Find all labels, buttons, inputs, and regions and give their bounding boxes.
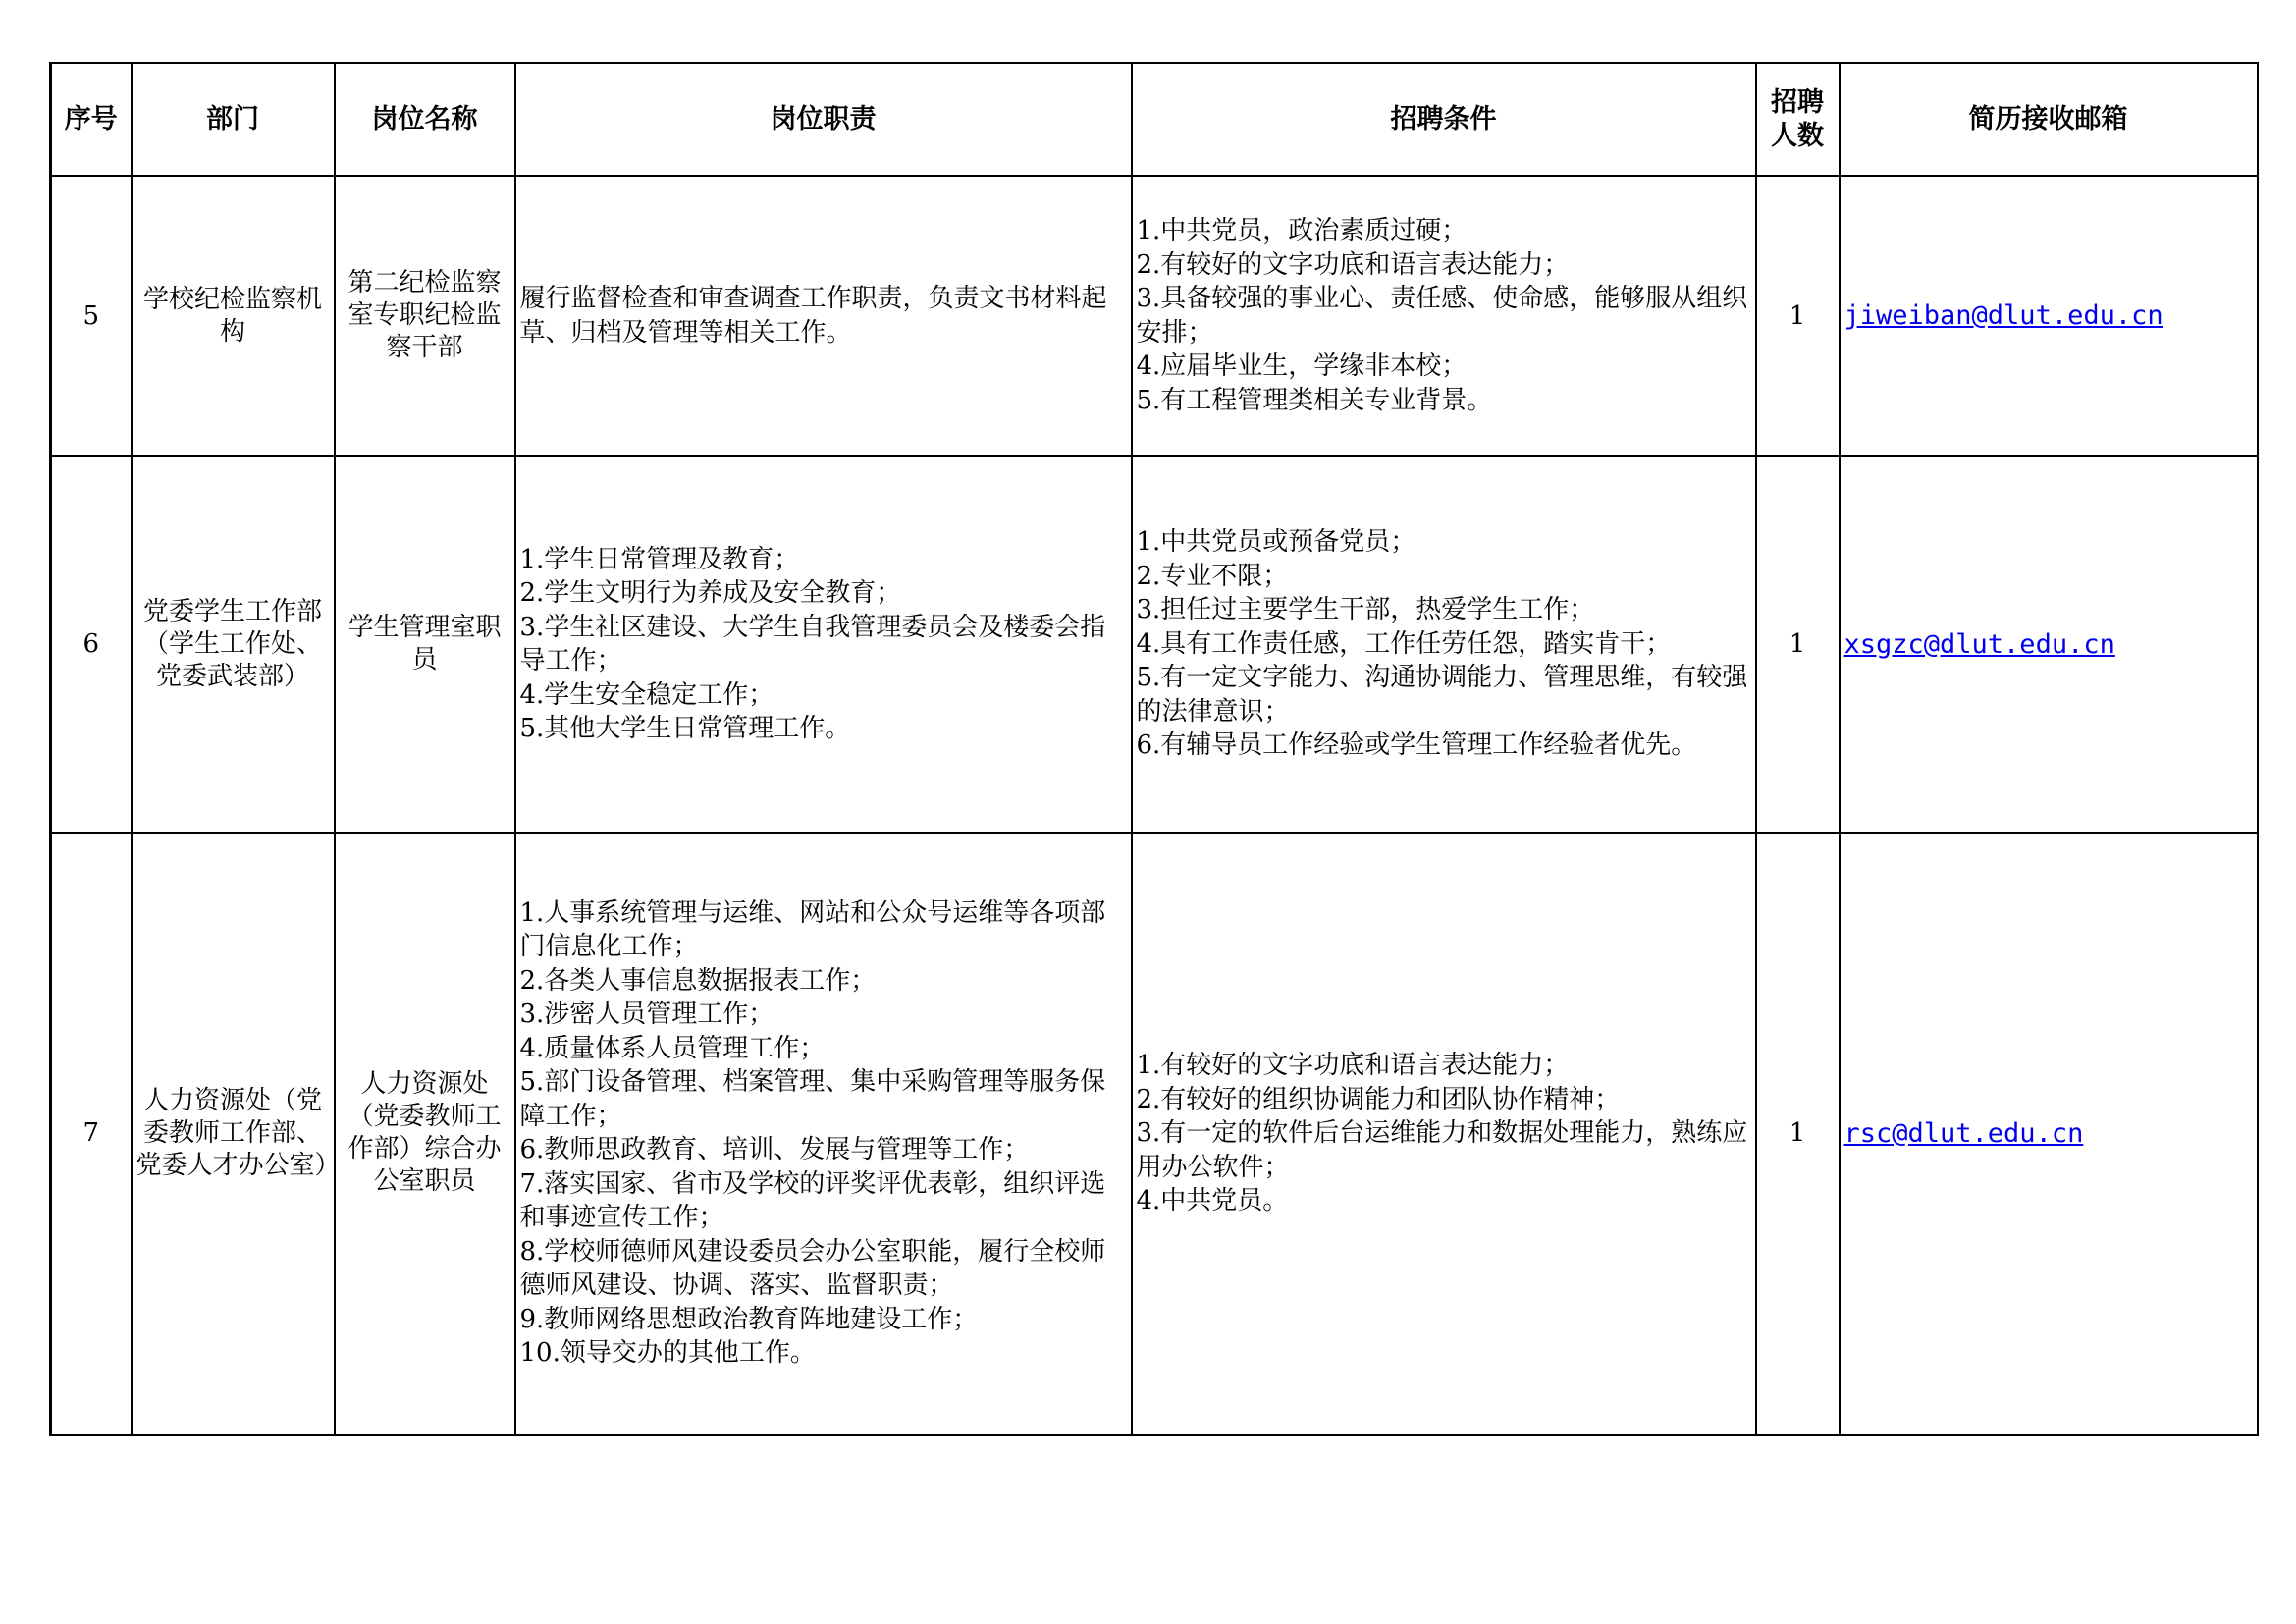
row-duties xyxy=(515,833,1132,1435)
requirement-line: 5.有一定文字能力、沟通协调能力、管理思维，有较强的法律意识； xyxy=(1136,663,1748,727)
requirement-line: 2.有较好的文字功底和语言表达能力； xyxy=(1136,249,1570,280)
duty-line: 5.其他大学生日常管理工作。 xyxy=(519,714,851,743)
requirement-line: 6.有辅导员工作经验或学生管理工作经验者优先。 xyxy=(1136,731,1697,761)
duty-line: 4.质量体系人员管理工作； xyxy=(519,1033,826,1063)
duty-line: 9.教师网络思想政治教育阵地建设工作； xyxy=(519,1304,979,1334)
requirement-line: 1.有较好的文字功底和语言表达能力； xyxy=(1136,1051,1570,1080)
requirement-line: 1.中共党员，政治素质过硬； xyxy=(1136,216,1468,245)
table-row xyxy=(51,176,2258,456)
requirement-line: 4.具有工作责任感，工作任劳任怨，踏实肯干； xyxy=(1136,628,1672,659)
table-row xyxy=(51,456,2258,833)
requirement-line: 2.有较好的组织协调能力和团队协作精神； xyxy=(1136,1084,1621,1114)
row-seq: 7 xyxy=(51,833,132,1435)
row-position: 人力资源处（党委教师工作部）综合办公室职员 xyxy=(335,833,515,1435)
duty-line: 3.学生社区建设、大学生自我管理委员会及楼委会指导工作； xyxy=(519,612,1106,676)
requirement-line: 4.应届毕业生，学缘非本校； xyxy=(1136,352,1468,381)
email-link[interactable]: xsgzc@dlut.edu.cn xyxy=(1843,628,2115,660)
header-row xyxy=(51,63,2258,176)
duty-line: 1.人事系统管理与运维、网站和公众号运维等各项部门信息化工作； xyxy=(519,897,1106,962)
row-email-cell xyxy=(1840,456,2258,833)
header-duties: 岗位职责 xyxy=(515,63,1132,176)
header-count xyxy=(1756,63,1840,176)
row-dept: 党委学生工作部（学生工作处、党委武装部） xyxy=(132,456,335,833)
duty-line: 1.学生日常管理及教育； xyxy=(519,544,800,574)
header-position: 岗位名称 xyxy=(335,63,515,176)
recruitment-table xyxy=(49,62,2259,1436)
row-duties xyxy=(515,456,1132,833)
header-requirements: 招聘条件 xyxy=(1132,63,1756,176)
duty-line: 5.部门设备管理、档案管理、集中采购管理等服务保障工作； xyxy=(519,1067,1106,1131)
duty-line: 7.落实国家、省市及学校的评奖评优表彰，组织评选和事迹宣传工作； xyxy=(519,1168,1106,1233)
row-email-cell xyxy=(1840,176,2258,456)
duty-line: 2.学生文明行为养成及安全教育； xyxy=(519,578,902,608)
duty-line: 6.教师思政教育、培训、发展与管理等工作； xyxy=(519,1135,1030,1165)
header-count-line2: 人数 xyxy=(1771,120,1824,151)
row-dept: 学校纪检监察机构 xyxy=(132,176,335,456)
row-requirements xyxy=(1132,833,1756,1435)
header-count-line1: 招聘 xyxy=(1771,86,1824,118)
email-link[interactable]: rsc@dlut.edu.cn xyxy=(1843,1117,2084,1149)
requirement-line: 3.担任过主要学生干部，热爱学生工作； xyxy=(1136,595,1595,625)
row-count: 1 xyxy=(1756,833,1840,1435)
row-email-cell xyxy=(1840,833,2258,1435)
row-count: 1 xyxy=(1756,176,1840,456)
requirement-line: 1.中共党员或预备党员； xyxy=(1136,527,1416,558)
email-link[interactable]: jiweiban@dlut.edu.cn xyxy=(1843,300,2163,331)
requirement-line: 2.专业不限； xyxy=(1136,561,1289,591)
header-email: 简历接收邮箱 xyxy=(1840,63,2258,176)
row-seq: 5 xyxy=(51,176,132,456)
header-seq: 序号 xyxy=(51,63,132,176)
duty-line: 4.学生安全稳定工作； xyxy=(519,679,774,710)
row-position: 第二纪检监察室专职纪检监察干部 xyxy=(335,176,515,456)
row-count: 1 xyxy=(1756,456,1840,833)
requirement-line: 3.有一定的软件后台运维能力和数据处理能力，熟练应用办公软件； xyxy=(1136,1118,1748,1182)
duty-line: 8.学校师德师风建设委员会办公室职能，履行全校师德师风建设、协调、落实、监督职责； xyxy=(519,1236,1106,1301)
duty-line: 履行监督检查和审查调查工作职责，负责文书材料起草、归档及管理等相关工作。 xyxy=(519,284,1107,348)
duty-line: 2.各类人事信息数据报表工作； xyxy=(519,965,877,996)
row-requirements xyxy=(1132,456,1756,833)
row-seq: 6 xyxy=(51,456,132,833)
duty-line: 3.涉密人员管理工作； xyxy=(519,1000,774,1030)
header-dept: 部门 xyxy=(132,63,335,176)
row-duties xyxy=(515,176,1132,456)
requirement-line: 5.有工程管理类相关专业背景。 xyxy=(1136,385,1493,415)
row-requirements xyxy=(1132,176,1756,456)
requirement-line: 4.中共党员。 xyxy=(1136,1186,1289,1216)
duty-line: 10.领导交办的其他工作。 xyxy=(519,1338,816,1369)
requirement-line: 3.具备较强的事业心、责任感、使命感，能够服从组织安排； xyxy=(1136,284,1748,348)
row-dept: 人力资源处（党委教师工作部、党委人才办公室） xyxy=(132,833,335,1435)
row-position: 学生管理室职员 xyxy=(335,456,515,833)
table-row xyxy=(51,833,2258,1435)
